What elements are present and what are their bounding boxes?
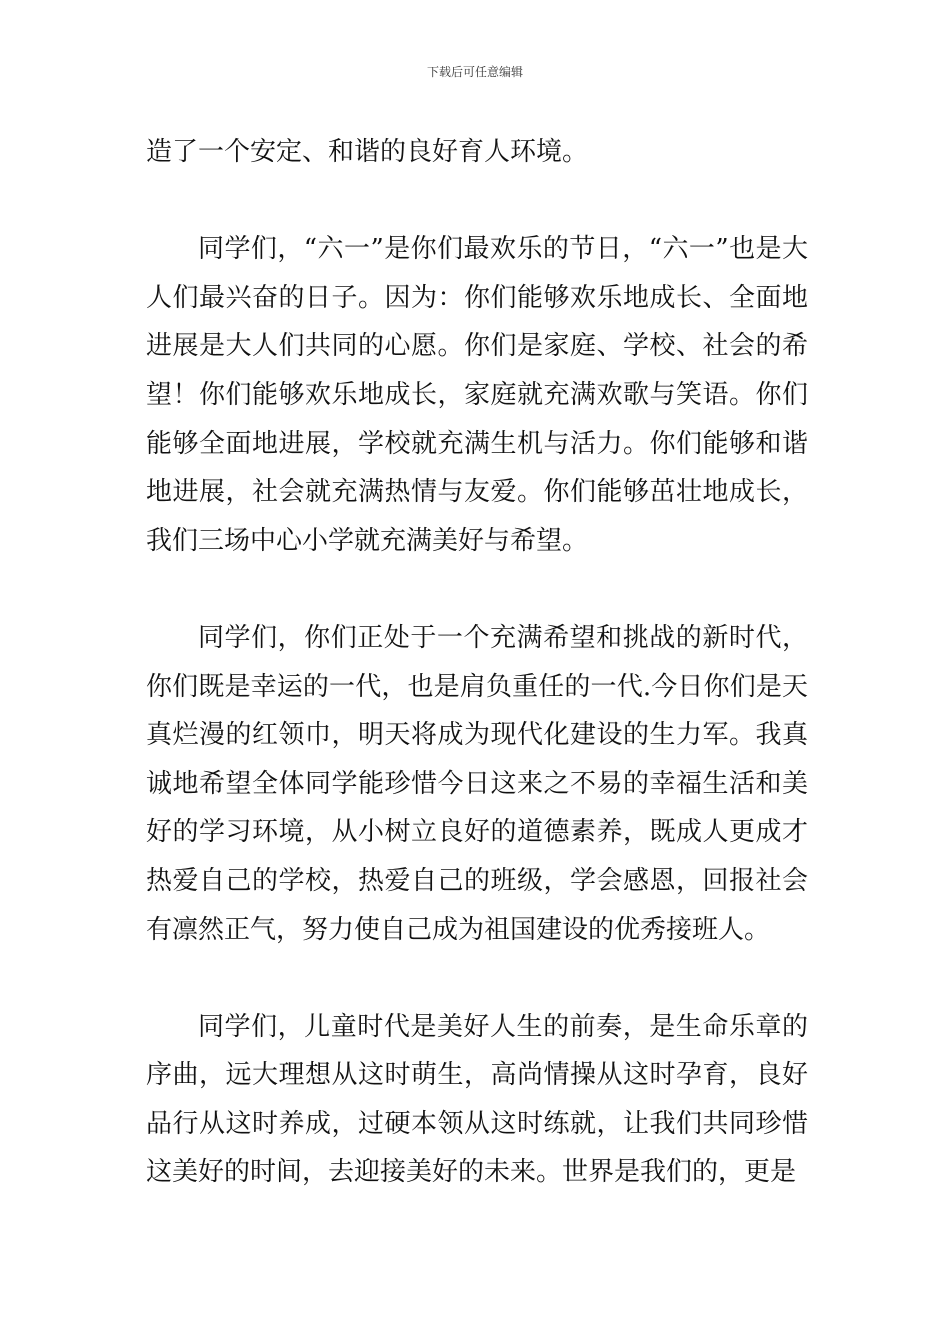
paragraph-1: 造了一个安定、和谐的良好育人环境。: [146, 137, 589, 167]
paragraph-spacer: [146, 565, 808, 614]
paragraph-2: 同学们，“六一”是你们最欢乐的节日，“六一”也是大人们最兴奋的日子。因为：你们能够欢乐地成长、全面地进展是大人们共同的心愿。你们是家庭、学校、社会的希望！你们能够欢乐地成长，家庭就充满欢歌与笑语。你们能够全面地进展，学校就充满生机与活力。你们能够和谐地进展，社会就充满热情与友爱。你们能够茁壮地成长，我们三场中心小学就充满美好与希望。: [146, 234, 808, 556]
document-body: [146, 128, 808, 1197]
paragraph-4: 同学们，儿童时代是美好人生的前奏，是生命乐章的序曲，远大理想从这时萌生，高尚情操从这时孕育，良好品行从这时养成，过硬本领从这时练就，让我们共同珍惜这美好的时间，去迎接美好的未来。世界是我们的，更是: [146, 1011, 808, 1188]
page-header: 下载后可任意编辑: [426, 65, 523, 79]
paragraph-3: 同学们，你们正处于一个充满希望和挑战的新时代，你们既是幸运的一代，也是肩负重任的一代.今日你们是天真烂漫的红领巾，明天将成为现代化建设的生力军。我真诚地希望全体同学能珍惜今日这来之不易的幸福生活和美好的学习环境，从小树立良好的道德素养，既成人更成才热爱自己的学校，热爱自己的班级，学会感恩，回报社会有凛然正气，努力使自己成为祖国建设的优秀接班人。: [146, 622, 808, 945]
paragraph-spacer: [146, 954, 808, 1003]
paragraph-spacer: [146, 177, 808, 226]
